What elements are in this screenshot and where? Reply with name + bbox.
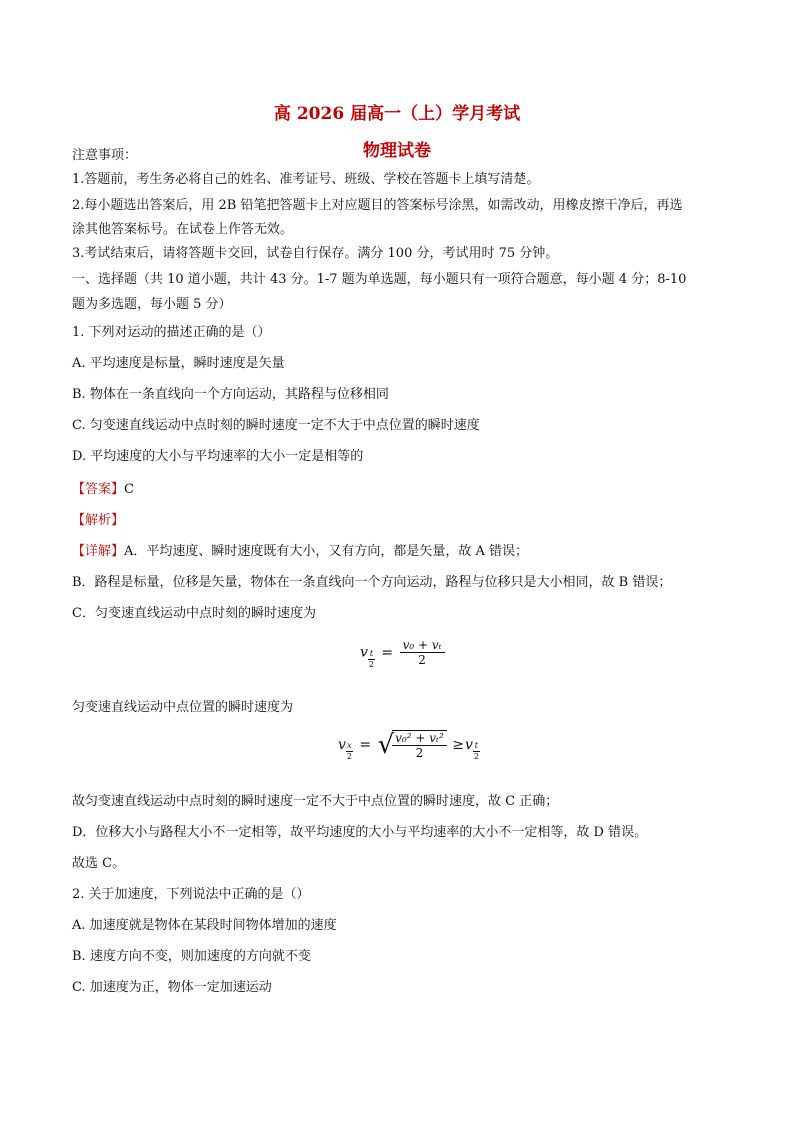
formula-mid-time-velocity: $v\frac{t}{2}$ = $\frac{\text{v₀ + vₜ}}{2}$ — [360, 638, 445, 669]
q1-detail-b: B．路程是标量，位移是矢量，物体在一条直线向一个方向运动，路程与位移只是大小相同，故 B 错误； — [72, 575, 672, 590]
note-item-1: 1.答题前，考生务必将自己的姓名、准考证号、班级、学校在答题卡上填写清楚。 — [72, 172, 540, 187]
formula2-rhs: v — [464, 737, 473, 753]
note-item-3: 3.考试结束后，请将答题卡交回，试卷自行保存。满分 100 分，考试用时 75 分钟。 — [72, 246, 559, 261]
q1-detail-a — [72, 543, 722, 561]
formula1-denominator: 2 — [418, 653, 426, 667]
answer-value: C — [124, 482, 134, 497]
formula2-lhs-sub: $\frac{x}{2}$ — [346, 741, 352, 761]
formula2-numerator: v₀² + vₜ² — [395, 731, 444, 745]
sqrt-sign-icon: √ — [377, 730, 395, 760]
section-heading-cont: 题为多选题，每小题 5 分） — [72, 297, 232, 312]
formula1-fraction — [400, 638, 445, 667]
q1-detail-c: C．匀变速直线运动中点时刻的瞬时速度为 — [72, 606, 316, 621]
answer-label: 【答案】 — [72, 482, 125, 497]
q1-answer — [72, 481, 722, 499]
section-heading: 一、选择题（共 10 道小题，共计 43 分。1-7 题为单选题，每小题只有一项符合题意，每小题 4 分；8-10 — [72, 272, 687, 287]
q1-final: 故选 C。 — [72, 856, 126, 871]
note-item-2-cont: 涂其他答案标号。在试卷上作答无效。 — [72, 222, 294, 237]
formula2-relation: ≥ — [452, 737, 464, 753]
exam-title: 高 2026 届高一（上）学月考试 — [273, 104, 521, 124]
formula1-lhs-sub: $\frac{t}{2}$ — [368, 648, 374, 669]
detail-label: 【详解】 — [72, 544, 125, 559]
note-item-2: 2.每小题选出答案后，用 2B 铅笔把答题卡上对应题目的答案标号涂黑，如需改动，用橡皮擦干净后，再选 — [72, 198, 683, 213]
q2-option-a: A. 加速度就是物体在某段时间物体增加的速度 — [72, 918, 337, 933]
q1-option-c: C. 匀变速直线运动中点时刻的瞬时速度一定不大于中点位置的瞬时速度 — [72, 418, 480, 433]
formula-mid-position-velocity: $v\frac{x}{2}$ = √ $\frac{\text{v₀² + vₜ²}}{2}$ $\ge v\frac{t}{2}$ — [338, 730, 479, 761]
q1-mid-text: 匀变速直线运动中点位置的瞬时速度为 — [72, 700, 294, 715]
q2-option-c: C. 加速度为正，物体一定加速运动 — [72, 980, 272, 995]
detail-a-text: A．平均速度、瞬时速度既有大小，又有方向，都是矢量，故 A 错误； — [124, 544, 529, 559]
formula2-lhs: v — [338, 737, 346, 753]
formula2-denominator: 2 — [415, 746, 424, 760]
q1-option-b: B. 物体在一条直线向一个方向运动，其路程与位移相同 — [72, 387, 389, 402]
formula2-fraction — [392, 730, 447, 760]
q1-detail-d: D．位移大小与路程大小不一定相等，故平均速度的大小与平均速率的大小不一定相等，故 D 错误。 — [72, 825, 648, 840]
exam-subject: 物理试卷 — [363, 141, 431, 161]
q2-option-b: B. 速度方向不变，则加速度的方向就不变 — [72, 949, 311, 964]
q1-stem: 1. 下列对运动的描述正确的是（） — [72, 325, 271, 340]
formula1-lhs: v — [360, 644, 368, 661]
notes-heading: 注意事项： — [72, 148, 138, 163]
formula2-rhs-sub: $\frac{t}{2}$ — [473, 741, 479, 761]
q2-stem: 2. 关于加速度，下列说法中正确的是（） — [72, 887, 310, 902]
analysis-label: 【解析】 — [72, 513, 125, 528]
q1-option-a: A. 平均速度是标量，瞬时速度是矢量 — [72, 356, 285, 371]
q1-conclusion-c: 故匀变速直线运动中点时刻的瞬时速度一定不大于中点位置的瞬时速度，故 C 正确； — [72, 794, 559, 809]
formula1-numerator: v₀ + vₜ — [402, 638, 442, 652]
q1-option-d: D. 平均速度的大小与平均速率的大小一定是相等的 — [72, 449, 364, 464]
